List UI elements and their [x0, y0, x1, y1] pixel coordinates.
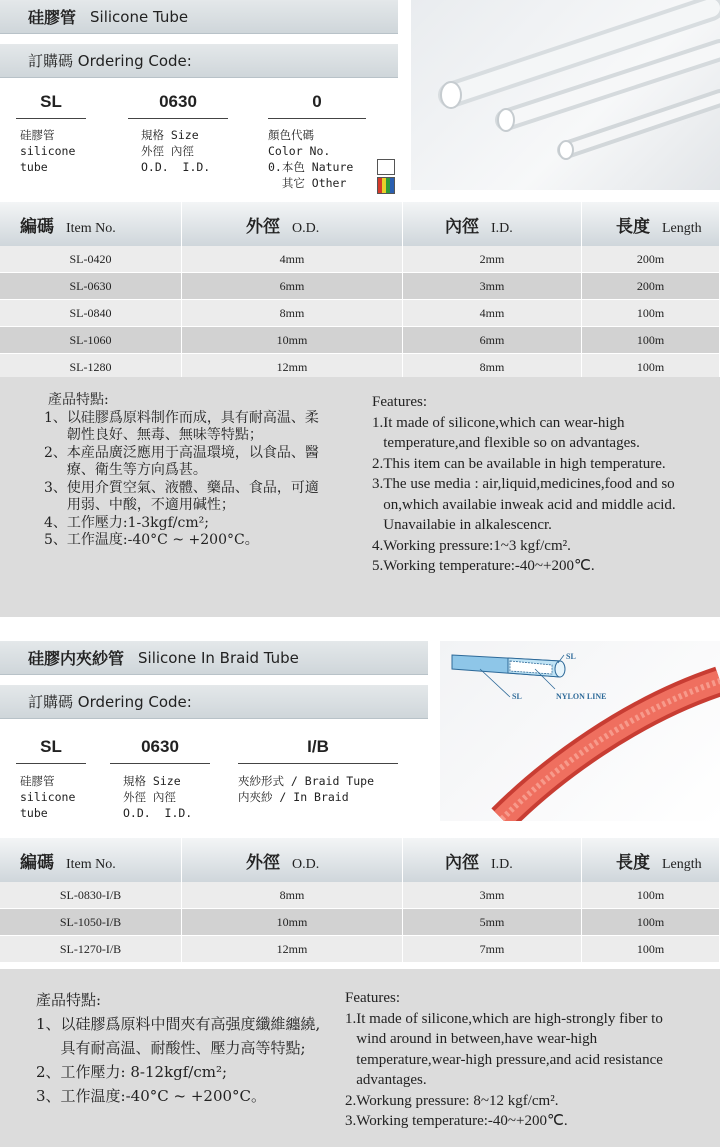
table-row: SL-0840 8mm 4mm 100m	[0, 300, 720, 327]
table-row: SL-1270-I/B 12mm 7mm 100m	[0, 936, 720, 963]
diagram-label-nylon: NYLON LINE	[556, 692, 607, 701]
features-cn-title: 產品特點:	[36, 991, 102, 1009]
desc-product: 硅膠管 silicone tube	[20, 128, 76, 174]
section1-spec-table	[0, 202, 720, 381]
section1-title-bar	[0, 0, 398, 34]
list-item: 1. It made of silicone,which can wear-high temperature,and flexible so on advantages.	[372, 414, 640, 451]
list-item: 2、 本産品廣泛應用于高温環境，以食品、醫療、衛生等方向爲甚。	[44, 444, 319, 478]
th-id: 內徑 I.D.	[403, 838, 582, 882]
section2-features-cn	[36, 988, 326, 1108]
diagram-label-sl-inner: SL	[512, 692, 522, 701]
desc-braid: 夾紗形式 / Braid Tupe 内夾紗 / In Braid	[238, 774, 375, 804]
list-item: 3、 工作温度:-40°C ~ +200°C。	[36, 1087, 267, 1105]
table-row: SL-1050-I/B 10mm 5mm 100m	[0, 909, 720, 936]
section1-features-cn	[44, 392, 326, 550]
th-od: 外徑 O.D.	[182, 838, 403, 882]
section2-title-en: Silicone In Braid Tube	[138, 648, 299, 667]
list-item: 1. It made of silicone,which are high-strongly fiber to wind around in between,have wear-high temperature,wear-high pressure,and acid resistance advantages.	[345, 1010, 663, 1088]
desc-product: 硅膠管 silicone tube	[20, 774, 76, 820]
other-color-swatch	[377, 177, 395, 194]
list-item: 5. Working temperature:-40~+200℃.	[372, 558, 595, 574]
th-item: 編碼 Item No.	[0, 202, 182, 246]
list-item: 2、 工作壓力: 8-12kgf/cm²;	[36, 1063, 228, 1081]
code-sl: SL	[16, 92, 86, 119]
section2-features-en	[345, 988, 685, 1132]
table-row: SL-0630 6mm 3mm 200m	[0, 273, 720, 300]
section2-title-cn: 硅膠内夾紗管	[28, 649, 125, 668]
section1-features-en	[372, 392, 692, 577]
list-item: 4. Working pressure:1~3 kgf/cm².	[372, 537, 571, 554]
code-size: 0630	[128, 92, 228, 119]
braid-tube-photo	[440, 641, 720, 821]
section1-ordering-label: 訂購碼 Ordering Code:	[28, 52, 192, 70]
section1-title-cn: 硅膠管	[28, 8, 77, 27]
code-color: 0	[268, 92, 366, 119]
diagram-label-sl-outer: SL	[566, 652, 576, 661]
th-od: 外徑 O.D.	[182, 202, 403, 246]
table-row: SL-0830-I/B 8mm 3mm 100m	[0, 882, 720, 909]
features-en-title: Features:	[372, 394, 427, 410]
code-braid: I/B	[238, 737, 398, 764]
desc-size: 規格 Size 外徑 內徑 O.D. I.D.	[141, 128, 211, 174]
features-en-title: Features:	[345, 990, 400, 1006]
section2-ordering-label: 訂購碼 Ordering Code:	[28, 693, 192, 711]
section2-ordering-bar	[0, 685, 428, 719]
th-id: 內徑 I.D.	[403, 202, 582, 246]
section1-ordering-bar	[0, 44, 398, 78]
list-item: 1、 以硅膠爲原料制作而成，具有耐高温、柔韌性良好、無毒、無味等特點；	[44, 409, 319, 443]
th-length: 長度 Length	[582, 202, 720, 246]
code-size: 0630	[110, 737, 210, 764]
silicone-tube-photo	[411, 0, 720, 190]
th-item: 編碼 Item No.	[0, 838, 182, 882]
list-item: 3、 使用介質空氣、液體、藥品、食品，可適用弱、中酸，不適用碱性；	[44, 479, 319, 513]
section1-title-en: Silicone Tube	[90, 7, 189, 26]
list-item: 1、 以硅膠爲原料中間夾有高强度纖維纏繞,具有耐高温、耐酸性、壓力高等特點;	[36, 1015, 321, 1057]
list-item: 4、 工作壓力:1-3kgf/cm²;	[44, 514, 209, 531]
section2-title-bar	[0, 641, 428, 675]
table-row: SL-1060 10mm 6mm 100m	[0, 327, 720, 354]
list-item: 2. This item can be available in high temperature.	[372, 455, 666, 472]
desc-size: 規格 Size 外徑 內徑 O.D. I.D.	[123, 774, 193, 820]
list-item: 3. The use media : air,liquid,medicines,food and so on,which availabie inweak acid and middle acid. Unavailabie in alkalescencr.	[372, 476, 676, 533]
list-item: 3. Working temperature:-40~+200℃.	[345, 1113, 568, 1129]
table-row: SL-0420 4mm 2mm 200m	[0, 246, 720, 273]
list-item: 5、 工作温度:-40°C ~ +200°C。	[44, 532, 259, 548]
list-item: 2. Workung pressure: 8~12 kgf/cm².	[345, 1092, 559, 1109]
nature-swatch	[377, 159, 395, 175]
section2-spec-table	[0, 838, 720, 963]
code-sl: SL	[16, 737, 86, 764]
features-cn-title: 產品特點:	[48, 392, 109, 408]
table-row: SL-1280 12mm 8mm 100m	[0, 354, 720, 381]
th-length: 長度 Length	[582, 838, 720, 882]
desc-color: 顏色代碼 Color No. 0.本色 Nature 其它 Other	[268, 128, 354, 190]
